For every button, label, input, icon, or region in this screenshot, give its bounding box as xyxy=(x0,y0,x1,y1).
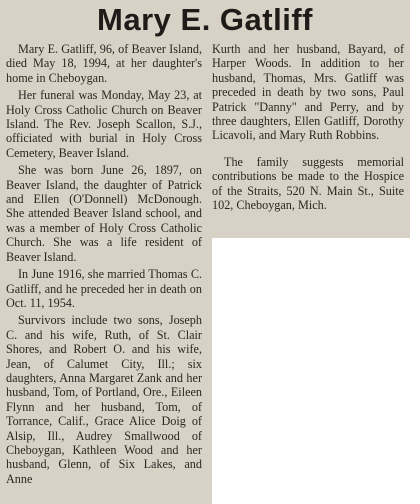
blank-background xyxy=(212,238,420,504)
paragraph-funeral: Her funeral was Monday, May 23, at Holy Cross Catholic Church on Beaver Island. The Rev. Joseph Scallon, S.J., officiated with burial in Holy Cross Cemetery, Beaver Island. xyxy=(6,88,202,160)
paragraph-memorial: The family suggests memorial contributions be made to the Hospice of the Straits, 520 N. Main St., Suite 102, Cheboygan, Mich. xyxy=(212,154,404,213)
clipping-right-edge xyxy=(410,0,420,238)
paragraph-survivors: Survivors include two sons, Joseph C. and his wife, Ruth, of St. Clair Shores, and Robert O. and his wife, Jean, of Calumet City, Ill.; six daughters, Anna Margaret Zank and her husband, Tom, of Portland, Ore., Eileen Flynn and her husband, Tom, of Torrance, Calif., Grace Alice Doig of Alsip, Ill., Audrey Smallwood of Cheboygan, Kathleen Wood and her husband, Glenn, of Six Lakes, and Anne xyxy=(6,313,202,486)
right-column xyxy=(212,42,404,215)
left-column xyxy=(6,42,202,489)
paragraph-marriage: In June 1916, she married Thomas C. Gatliff, and he preceded her in death on Oct. 11, 1954. xyxy=(6,267,202,310)
paragraph-death-notice: Mary E. Gatliff, 96, of Beaver Island, died May 18, 1994, at her daughter's home in Cheboygan. xyxy=(6,42,202,85)
paragraph-biography: She was born June 26, 1897, on Beaver Island, the daughter of Patrick and Ellen (O'Donnell) McDonough. She attended Beaver Island school, and was a member of Holy Cross Catholic Church. She was a life resident of Beaver Island. xyxy=(6,163,202,264)
obituary-title: Mary E. Gatliff xyxy=(97,2,313,37)
paragraph-survivors-continued: Kurth and her husband, Bayard, of Harper Woods. In addition to her husband, Thomas, Mrs. Gatliff was preceded in death by two sons, Paul Patrick "Danny" and Perry, and by three daughters, Ellen Gatliff, Dorothy Licavoli, and Mary Ruth Robbins. xyxy=(212,42,404,143)
